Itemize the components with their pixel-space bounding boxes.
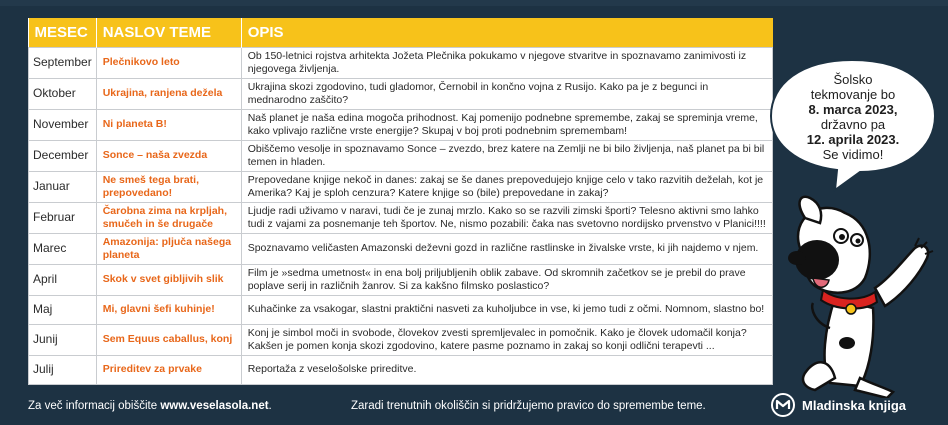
table-row [29, 355, 773, 384]
school-competition-date: 8. marca 2023, [808, 102, 898, 117]
topic-cell: Mi, glavni šefi kuhinje! [96, 295, 241, 324]
month-cell: September [29, 47, 97, 78]
topic-cell: Sonce – naša zvezda [96, 140, 241, 171]
dog-mascot-icon [775, 178, 945, 398]
header-description: OPIS [241, 18, 772, 47]
header-topic: NASLOV TEME [96, 18, 241, 47]
month-cell: November [29, 109, 97, 140]
month-cell: Maj [29, 295, 97, 324]
month-cell: Januar [29, 171, 97, 202]
brand-name: Mladinska knjiga [802, 397, 907, 413]
national-competition-date: 12. aprila 2023. [806, 132, 900, 147]
topic-cell: Ni planeta B! [96, 109, 241, 140]
topic-cell: Ne smeš tega brati, prepovedano! [96, 171, 241, 202]
topic-cell: Skok v svet gibljivih slik [96, 264, 241, 295]
topic-cell: Prireditev za prvake [96, 355, 241, 384]
table-row [29, 171, 773, 202]
mladinska-knjiga-logo-icon [771, 393, 795, 417]
description-cell: Prepovedane knjige nekoč in danes: zakaj se še danes prepovedujejo knjige celo v tako razvitih deželah, kot je Amerika? Kaj je sploh cenzura? Katere knjige so (bile) prepovedane in zakaj? [241, 171, 772, 202]
month-cell: Februar [29, 202, 97, 233]
topic-cell: Čarobna zima na krpljah, smučeh in še drugače [96, 202, 241, 233]
footer-info [28, 400, 272, 412]
table-row [29, 202, 773, 233]
footer-info-prefix: Za več informacij obiščite [28, 400, 158, 412]
month-cell: Marec [29, 233, 97, 264]
table-row [29, 295, 773, 324]
description-cell: Spoznavamo veličasten Amazonski deževni gozd in različne rastlinske in živalske vrste, ki jih najdemo v njem. [241, 233, 772, 264]
description-cell: Ukrajina skozi zgodovino, tudi gladomor, Černobil in končno vojna z Rusijo. Kako pa je z begunci in mednarodno zaščito? [241, 78, 772, 109]
topic-cell: Amazonija: pljuča našega planeta [96, 233, 241, 264]
bubble-line-4: Se vidimo! [822, 147, 884, 162]
topic-cell: Ukrajina, ranjena dežela [96, 78, 241, 109]
bubble-line-2: tekmovanje bo [810, 87, 896, 102]
description-cell: Film je »sedma umetnost« in ena bolj priljubljenih oblik zabave. Od skromnih začetkov se je prebil do prave poplave serij in različnih žanrov. Si za kakšno filmsko poslastico? [241, 264, 772, 295]
description-cell: Konj je simbol moči in svobode, človekov zvesti spremljevalec in pomočnik. Kako je človek udomačil konja? Kakšen je pomen konja skozi zgodovino, katere pasme poznamo in zakaj so konji odlični terapevti ... [241, 324, 772, 355]
topic-cell: Plečnikovo leto [96, 47, 241, 78]
table-row [29, 324, 773, 355]
footer-notice: Zaradi trenutnih okoliščin si pridržujemo pravico do spremembe teme. [351, 400, 706, 412]
bubble-line-1: Šolsko [833, 72, 873, 87]
topics-table [28, 18, 773, 385]
table-row [29, 78, 773, 109]
description-cell: Naš planet je naša edina mogoča prihodnost. Kaj pomenijo podnebne spremembe, zakaj se spreminja vreme, kako vplivajo različne vrste energije? Skupaj v boj proti podnebnim spremembam! [241, 109, 772, 140]
table-header-row [29, 18, 773, 47]
brand-logo [771, 393, 906, 417]
month-cell: April [29, 264, 97, 295]
topic-cell: Sem Equus caballus, konj [96, 324, 241, 355]
description-cell: Obiščemo vesolje in spoznavamo Sonce – zvezdo, brez katere na Zemlji ne bi bilo življenja, naš planet pa bi bil temen in hladen. [241, 140, 772, 171]
month-cell: Junij [29, 324, 97, 355]
description-cell: Kuhačinke za vsakogar, slastni praktični nasveti za kuholjubce in vse, ki jemo tudi z očmi. Nomnom, slastno bo! [241, 295, 772, 324]
top-edge [0, 0, 948, 6]
month-cell: Julij [29, 355, 97, 384]
description-cell: Reportaža z veselošolske prireditve. [241, 355, 772, 384]
description-cell: Ljudje radi uživamo v naravi, tudi če je zunaj mrzlo. Kako so se razvili zimski športi? Telesno aktivni smo lahko tudi z vajami za posnemanje teh športov. Ne, nismo pozabili: čaka nas svetovno nordijsko prvenstvo v Planici!!!! [241, 202, 772, 233]
table-row [29, 264, 773, 295]
table-row [29, 109, 773, 140]
month-cell: Oktober [29, 78, 97, 109]
header-month: MESEC [29, 18, 97, 47]
table-row [29, 140, 773, 171]
description-cell: Ob 150-letnici rojstva arhitekta Jožeta Plečnika pokukamo v njegove stvaritve in spoznavamo zanimivosti iz njegovega življenja. [241, 47, 772, 78]
month-cell: December [29, 140, 97, 171]
table-row [29, 47, 773, 78]
bubble-line-3: državno pa [820, 117, 886, 132]
website-link[interactable]: www.veselasola.net [160, 400, 269, 412]
competition-announcement [778, 72, 928, 162]
table-row [29, 233, 773, 264]
footer-info-suffix: . [268, 400, 272, 412]
